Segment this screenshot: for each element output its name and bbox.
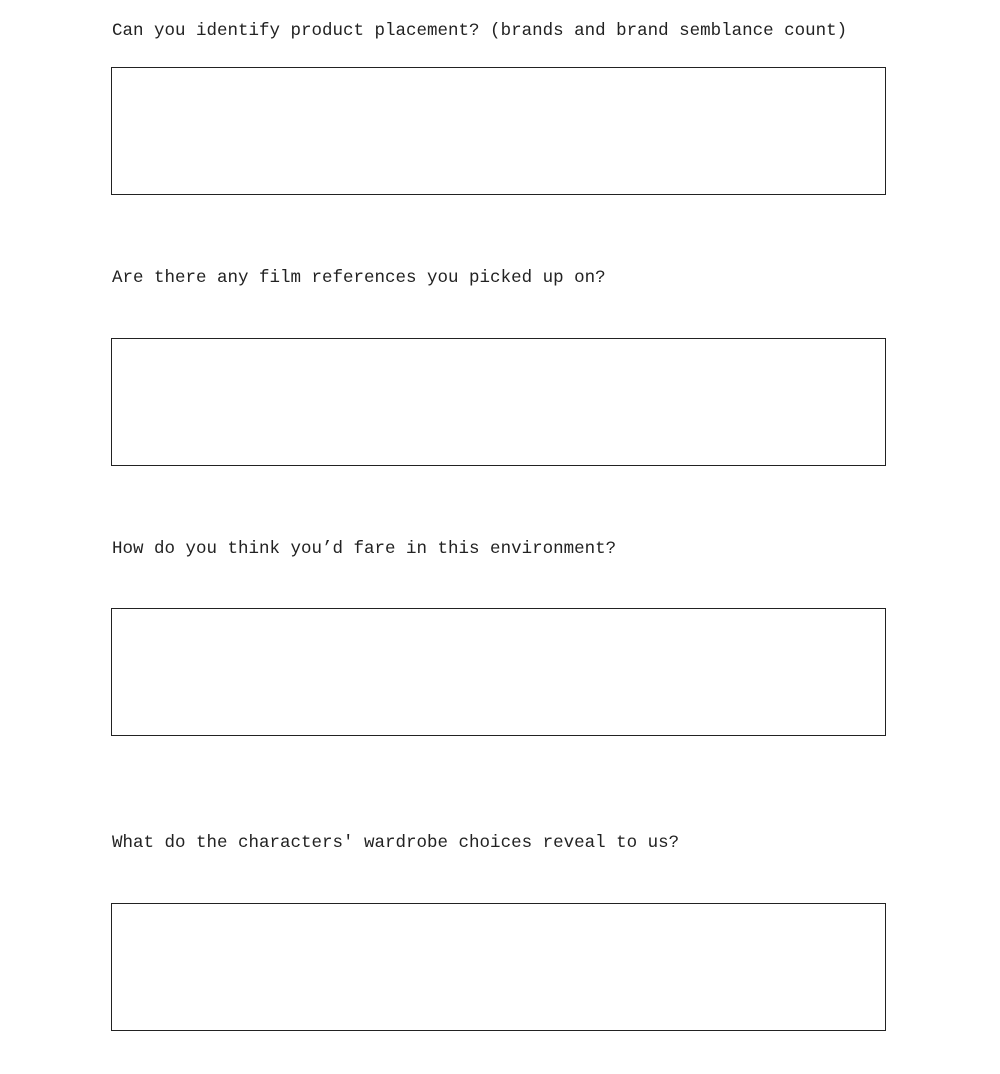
question-3-answer-box[interactable]	[111, 608, 886, 736]
question-3-prompt: How do you think you’d fare in this environment?	[112, 539, 617, 559]
question-4-answer-box[interactable]	[111, 903, 886, 1031]
question-2-prompt: Are there any film references you picked up on?	[112, 268, 606, 288]
question-2-answer-box[interactable]	[111, 338, 886, 466]
question-1-answer-box[interactable]	[111, 67, 886, 195]
question-4-prompt: What do the characters' wardrobe choices reveal to us?	[112, 833, 680, 853]
question-1-prompt: Can you identify product placement? (brands and brand semblance count)	[112, 21, 848, 41]
